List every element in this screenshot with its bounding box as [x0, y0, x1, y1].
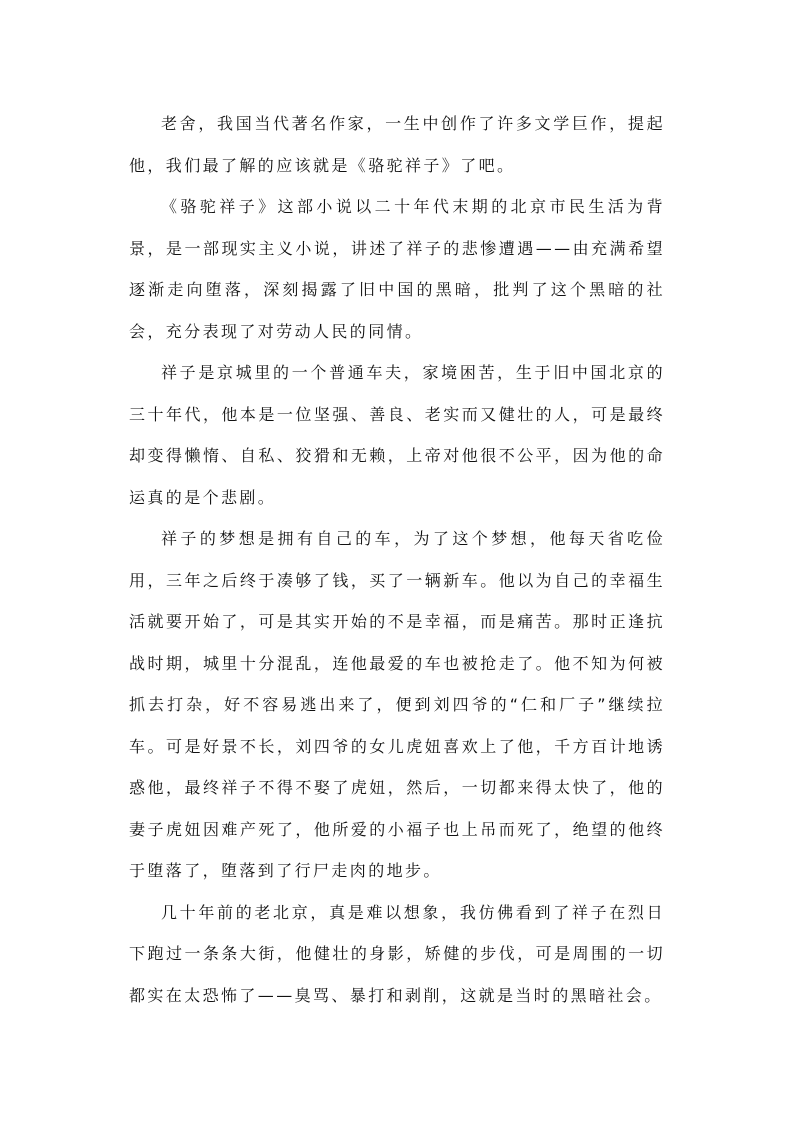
paragraph-5: 几十年前的老北京，真是难以想象，我仿佛看到了祥子在烈日下跑过一条条大街，他健壮的身影，矫健的步伐，可是周围的一切都实在太恐怖了——臭骂、暴打和剥削，这就是当时的黑暗社会。 — [129, 902, 665, 1005]
paragraph-4: 祥子的梦想是拥有自己的车，为了这个梦想，他每天省吃俭用，三年之后终于凑够了钱，买了一辆新车。他以为自己的幸福生活就要开始了，可是其实开始的不是幸福，而是痛苦。那时正逢抗战时期，城里十分混乱，连他最爱的车也被抢走了。他不知为何被抓去打杂，好不容易逃出来了，便到刘四爷的“仁和厂子”继续拉车。可是好景不长，刘四爷的女儿虎妞喜欢上了他，千方百计地诱惑他，最终祥子不得不娶了虎妞，然后，一切都来得太快了，他的妻子虎妞因难产死了，他所爱的小福子也上吊而死了，绝望的他终于堕落了，堕落到了行尸走肉的地步。 — [129, 529, 665, 880]
document-body — [129, 103, 665, 1016]
paragraph-1: 老舍，我国当代著名作家，一生中创作了许多文学巨作，提起他，我们最了解的应该就是《骆驼祥子》了吧。 — [129, 114, 665, 175]
paragraph-3: 祥子是京城里的一个普通车夫，家境困苦，生于旧中国北京的三十年代，他本是一位坚强、善良、老实而又健壮的人，可是最终却变得懒惰、自私、狡猾和无赖，上帝对他很不公平，因为他的命运真的是个悲剧。 — [129, 363, 665, 507]
paragraph-2: 《骆驼祥子》这部小说以二十年代末期的北京市民生活为背景，是一部现实主义小说，讲述了祥子的悲惨遭遇——由充满希望逐渐走向堕落，深刻揭露了旧中国的黑暗，批判了这个黑暗的社会，充分表现了对劳动人民的同情。 — [129, 197, 665, 341]
